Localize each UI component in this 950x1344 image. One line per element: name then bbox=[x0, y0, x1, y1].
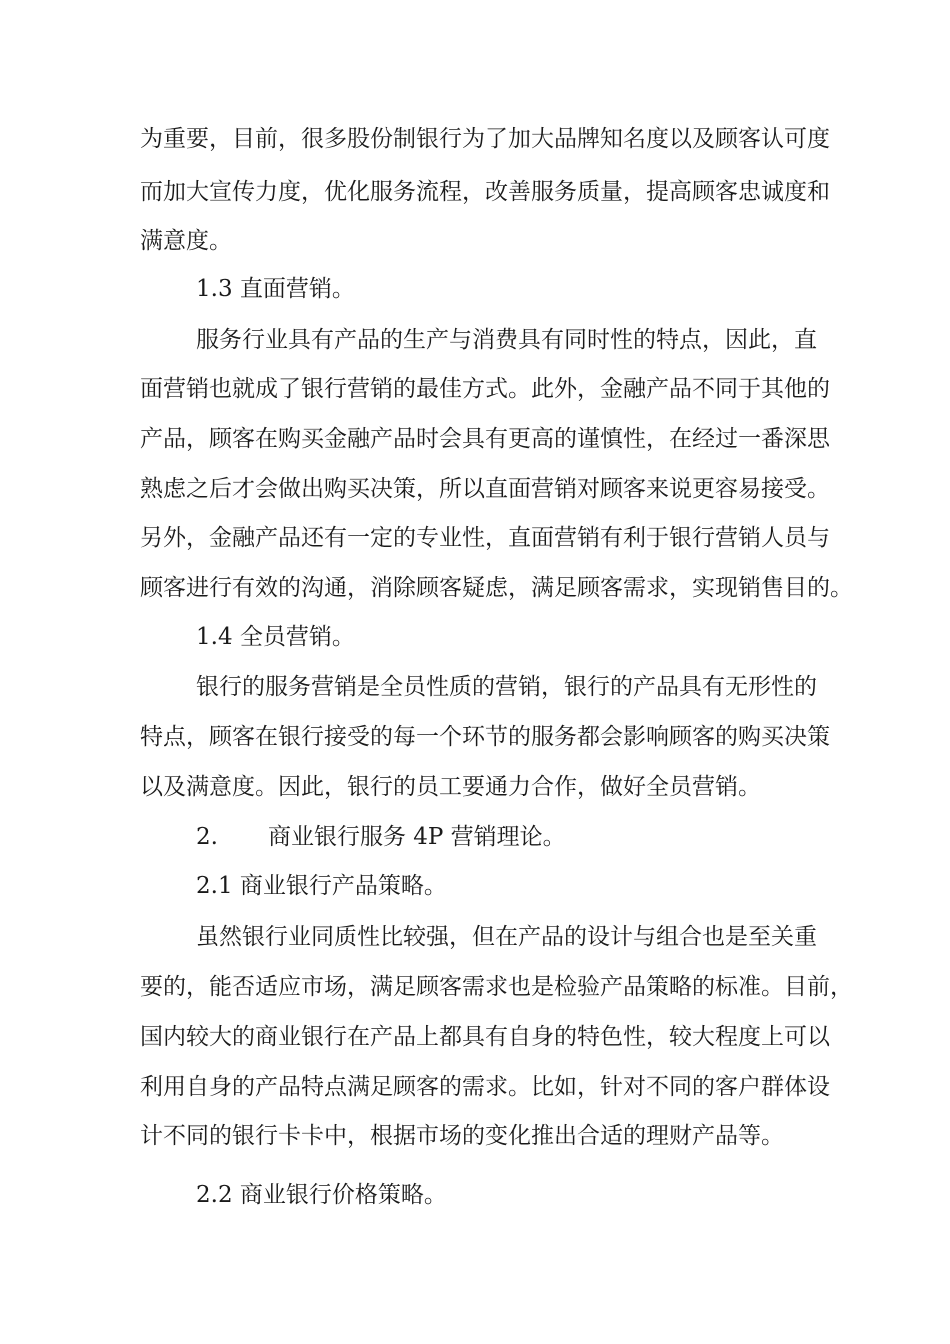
paragraph-line: 国内较大的商业银行在产品上都具有自身的特色性，较大程度上可以 bbox=[140, 1024, 830, 1050]
paragraph-line: 产品，顾客在购买金融产品时会具有更高的谨慎性，在经过一番深思 bbox=[140, 426, 830, 452]
section-heading: 1.3 直面营销。 bbox=[196, 276, 355, 302]
section-heading: 2.1 商业银行产品策略。 bbox=[196, 873, 447, 899]
paragraph-line: 特点，顾客在银行接受的每一个环节的服务都会影响顾客的购买决策 bbox=[140, 724, 830, 750]
paragraph-line: 而加大宣传力度，优化服务流程，改善服务质量，提高顾客忠诚度和 bbox=[140, 179, 830, 205]
section-heading: 1.4 全员营销。 bbox=[196, 624, 355, 650]
paragraph-line: 另外，金融产品还有一定的专业性，直面营销有利于银行营销人员与 bbox=[140, 525, 830, 551]
paragraph-line: 利用自身的产品特点满足顾客的需求。比如，针对不同的客户群体设 bbox=[140, 1074, 830, 1100]
paragraph-line: 顾客进行有效的沟通，消除顾客疑虑，满足顾客需求，实现销售目的。 bbox=[140, 575, 853, 601]
paragraph-line: 要的，能否适应市场，满足顾客需求也是检验产品策略的标准。目前， bbox=[140, 974, 853, 1000]
paragraph-line: 以及满意度。因此，银行的员工要通力合作，做好全员营销。 bbox=[140, 774, 761, 800]
section-title: 商业银行服务 4P 营销理论。 bbox=[267, 824, 566, 850]
paragraph-line: 虽然银行业同质性比较强，但在产品的设计与组合也是至关重 bbox=[196, 924, 817, 950]
paragraph-line: 为重要，目前，很多股份制银行为了加大品牌知名度以及顾客认可度 bbox=[140, 126, 830, 152]
paragraph-line: 面营销也就成了银行营销的最佳方式。此外，金融产品不同于其他的 bbox=[140, 376, 830, 402]
section-heading: 2.2 商业银行价格策略。 bbox=[196, 1182, 447, 1208]
paragraph-line: 银行的服务营销是全员性质的营销，银行的产品具有无形性的 bbox=[196, 674, 817, 700]
paragraph-line: 满意度。 bbox=[140, 228, 232, 254]
section-number: 2. bbox=[196, 824, 218, 850]
paragraph-line: 服务行业具有产品的生产与消费具有同时性的特点，因此，直 bbox=[196, 327, 817, 353]
paragraph-line: 熟虑之后才会做出购买决策，所以直面营销对顾客来说更容易接受。 bbox=[140, 476, 830, 502]
paragraph-line: 计不同的银行卡卡中，根据市场的变化推出合适的理财产品等。 bbox=[140, 1123, 784, 1149]
section-heading bbox=[196, 822, 566, 852]
